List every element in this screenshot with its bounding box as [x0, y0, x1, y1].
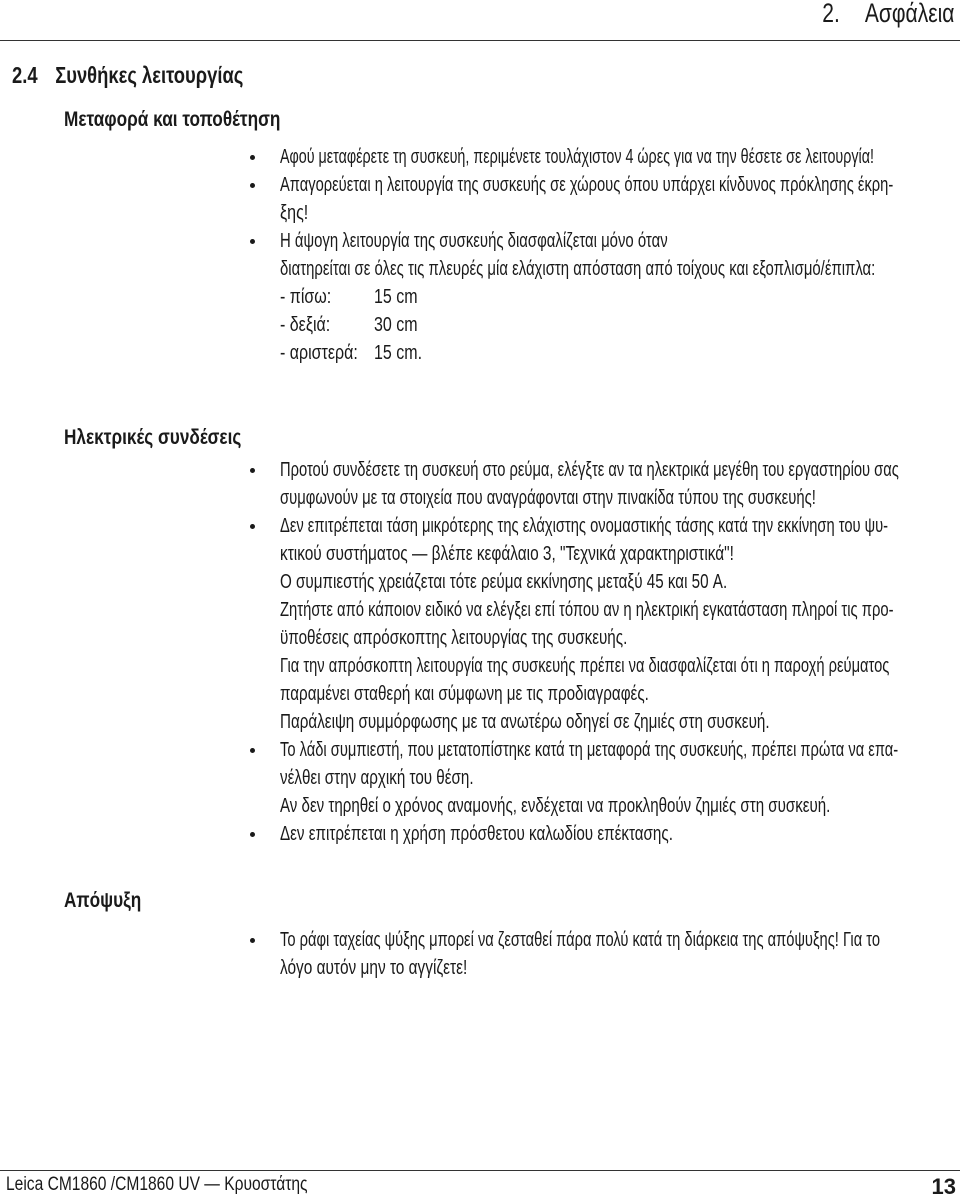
chapter-header [822, 0, 954, 29]
bullet-icon [250, 468, 255, 473]
distance-row-back [250, 283, 960, 311]
transport-list [250, 143, 960, 367]
bullet-icon [250, 524, 255, 529]
list-item: Αφού μεταφέρετε τη συσκευή, περιμένετε τουλάχιστον 4 ώρες για να την θέσετε σε λειτουργία! [250, 143, 960, 171]
bullet-icon [250, 832, 255, 837]
list-item: Η άψογη λειτουργία της συσκευής διασφαλίζεται μόνο όταν [250, 227, 960, 255]
footer-product: Leica CM1860 /CM1860 UV — Κρυοστάτης [6, 1174, 308, 1195]
section-number: 2.4 [12, 62, 38, 88]
distance-value: 15 cm [374, 286, 418, 308]
bullet-icon [250, 155, 255, 160]
bullet-icon [250, 748, 255, 753]
distance-label: - δεξιά: [280, 314, 331, 336]
header-divider [0, 40, 960, 41]
bullet-icon [250, 938, 255, 943]
chapter-title: Ασφάλεια [864, 0, 954, 28]
footer-divider [0, 1170, 960, 1171]
section-title: Συνθήκες λειτουργίας [55, 62, 244, 88]
list-item-continuation: διατηρείται σε όλες τις πλευρές μία ελάχιστη απόσταση από τοίχους και εξοπλισμό/έπιπλα: [280, 258, 876, 280]
electrical-heading: Ηλεκτρικές συνδέσεις [64, 426, 242, 449]
list-item-continuation: Παράλειψη συμμόρφωσης με τα ανωτέρω οδηγεί σε ζημιές στη συσκευή. [280, 711, 770, 733]
list-item: Το λάδι συμπιεστή, που μετατοπίστηκε κατά τη μεταφορά της συσκευής, πρέπει πρώτα να επα- [250, 736, 960, 764]
list-item-continuation: λόγο αυτόν μην το αγγίζετε! [280, 957, 468, 979]
list-item-continuation: συμφωνούν με τα στοιχεία που αναγράφονται στην πινακίδα τύπου της συσκευής! [280, 487, 816, 509]
electrical-list [250, 456, 960, 848]
list-item: Απαγορεύεται η λειτουργία της συσκευής σε χώρους όπου υπάρχει κίνδυνος πρόκλησης έκρη- [250, 171, 960, 199]
section-heading [12, 62, 243, 89]
defrost-list [250, 926, 960, 982]
distance-row-left [250, 339, 960, 367]
list-item-continuation: ξης! [280, 202, 309, 224]
list-item-continuation: Για την απρόσκοπτη λειτουργία της συσκευής πρέπει να διασφαλίζεται ότι η παροχή ρεύματος [280, 655, 890, 677]
chapter-number: 2. [821, 0, 840, 28]
distance-value: 30 cm [374, 314, 418, 336]
list-item: Το ράφι ταχείας ψύξης μπορεί να ζεσταθεί πάρα πολύ κατά τη διάρκεια της απόψυξης! Για το [250, 926, 960, 954]
transport-heading: Μεταφορά και τοποθέτηση [64, 108, 281, 131]
list-item-continuation: νέλθει στην αρχική του θέση. [280, 767, 474, 789]
list-item: Προτού συνδέσετε τη συσκευή στο ρεύμα, ελέγξτε αν τα ηλεκτρικά μεγέθη του εργαστηρίου σας [250, 456, 960, 484]
list-item-continuation: παραμένει σταθερή και σύμφωνη με τις προδιαγραφές. [280, 683, 649, 705]
bullet-icon [250, 183, 255, 188]
defrost-heading: Απόψυξη [64, 889, 142, 912]
distance-label: - αριστερά: [280, 342, 358, 364]
distance-value: 15 cm. [374, 342, 423, 364]
list-item-continuation: Ο συμπιεστής χρειάζεται τότε ρεύμα εκκίνησης μεταξύ 45 και 50 A. [280, 571, 728, 593]
list-item-continuation: Ζητήστε από κάποιον ειδικό να ελέγξει επί τόπου αν η ηλεκτρική εγκατάσταση πληροί τις προ- [280, 599, 894, 621]
page-number: 13 [931, 1174, 956, 1199]
list-item-continuation: ϋποθέσεις απρόσκοπτης λειτουργίας της συσκευής. [280, 627, 628, 649]
distance-row-right [250, 311, 960, 339]
distance-label: - πίσω: [280, 286, 332, 308]
bullet-icon [250, 239, 255, 244]
list-item: Δεν επιτρέπεται τάση μικρότερης της ελάχιστης ονομαστικής τάσης κατά την εκκίνηση του ψυ- [250, 512, 960, 540]
list-item: Δεν επιτρέπεται η χρήση πρόσθετου καλωδίου επέκτασης. [250, 820, 960, 848]
list-item-continuation: Αν δεν τηρηθεί ο χρόνος αναμονής, ενδέχεται να προκληθούν ζημιές στη συσκευή. [280, 795, 831, 817]
list-item-continuation: κτικού συστήματος — βλέπε κεφάλαιο 3, "Τεχνικά χαρακτηριστικά"! [280, 543, 734, 565]
